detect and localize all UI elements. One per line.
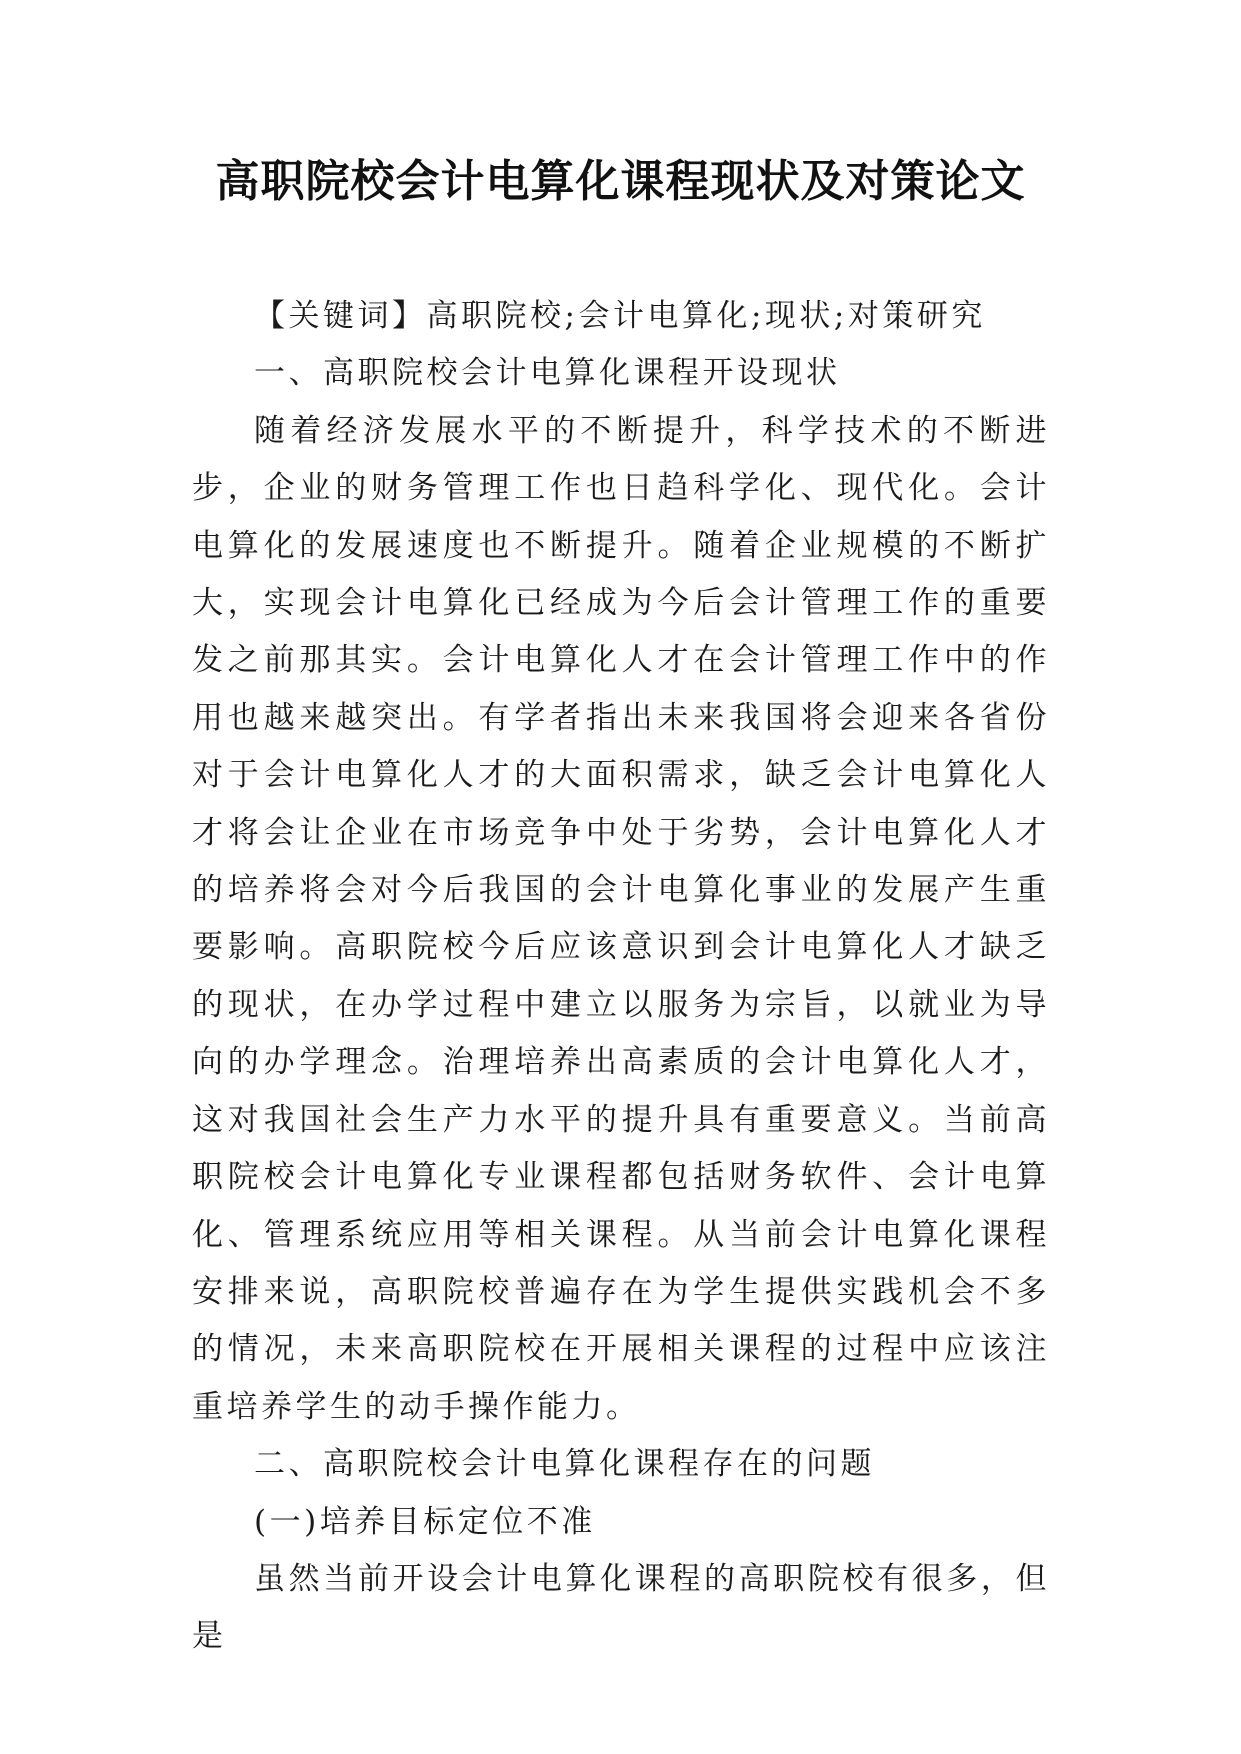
subsection-heading-1: (一)培养目标定位不准 xyxy=(254,1503,596,1540)
document-body xyxy=(192,288,1050,1666)
body-paragraph: 随着经济发展水平的不断提升，科学技术的不断进步，企业的财务管理工作也日趋科学化、现代化。会计电算化的发展速度也不断提升。随着企业规模的不断扩大，实现会计电算化已经成为今后会计管理工作的重要发之前那其实。会计电算化人才在会计管理工作中的作用也越来越突出。有学者指出未来我国将会迎来各省份对于会计电算化人才的大面积需求，缺乏会计电算化人才将会让企业在市场竞争中处于劣势，会计电算化人才的培养将会对今后我国的会计电算化事业的发展产生重要影响。高职院校今后应该意识到会计电算化人才缺乏的现状，在办学过程中建立以服务为宗旨，以就业为导向的办学理念。治理培养出高素质的会计电算化人才，这对我国社会生产力水平的提升具有重要意义。当前高职院校会计电算化专业课程都包括财务软件、会计电算化、管理系统应用等相关课程。从当前会计电算化课程安排来说，高职院校普遍存在为学生提供实践机会不多的情况，未来高职院校在开展相关课程的过程中应该注重培养学生的动手操作能力。 xyxy=(192,412,1050,1425)
document-title: 高职院校会计电算化课程现状及对策论文 xyxy=(215,156,1026,207)
section-heading-2: 二、高职院校会计电算化课程存在的问题 xyxy=(254,1446,875,1483)
keywords-paragraph: 【关键词】高职院校;会计电算化;现状;对策研究 xyxy=(254,298,986,334)
body-paragraph: 虽然当前开设会计电算化课程的高职院校有很多，但是 xyxy=(192,1560,1050,1655)
section-heading-1: 一、高职院校会计电算化课程开设现状 xyxy=(254,355,841,392)
